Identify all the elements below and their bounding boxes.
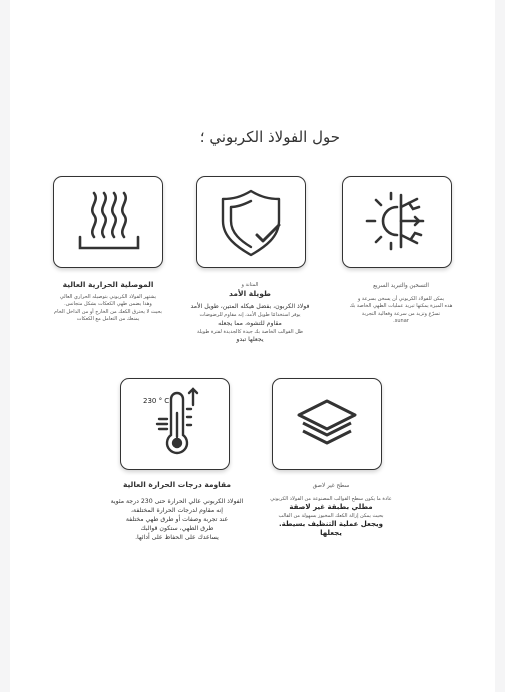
thermometer-icon — [121, 379, 229, 469]
layers-icon — [273, 379, 381, 469]
feature-text-fast-heating — [336, 282, 466, 325]
feature-text-conductivity — [46, 280, 170, 323]
page — [10, 0, 495, 692]
card-fast-heating — [342, 176, 452, 268]
card-heat-conductivity — [53, 176, 163, 268]
feature-line: فولاذ الكربون، بفضل هيكله المتين، طويل الأمد — [190, 303, 310, 311]
feature-heading: طويلة الأمد — [229, 289, 271, 299]
feature-line: ويجعل عملية التنظيف بسيطة. — [278, 520, 384, 529]
feature-line: يساعدك على الحفاظ على أدائها. — [135, 534, 219, 542]
feature-text-durability — [186, 282, 314, 345]
feature-text-high-temperature — [110, 480, 244, 543]
feature-line: ظل القوالب الخاصة بك جيدة كالجديدة لفترة طويلة — [197, 328, 303, 335]
feature-line: تسرّع وتزيد من سرعة وفعالية التجربة — [361, 310, 441, 317]
feature-line: يمنعك من التعامل مع الكعكات — [76, 315, 140, 322]
feature-pre-heading: المتانة و — [241, 282, 259, 288]
feature-line: sunar. — [393, 317, 409, 324]
feature-heading: مقاومة درجات الحرارة العالية — [122, 480, 232, 489]
feature-line: الفولاذ الكربوني عالي الحرارة حتى 230 درجة مئوية — [110, 498, 244, 506]
feature-line: عند تجربة وصفات أو طرق طهي مختلفة — [125, 516, 229, 524]
feature-line: بحيث يمكن إزالة الكعك المخبوز بسهولة من القالب — [278, 512, 384, 519]
card-non-stick — [272, 378, 382, 470]
heat-cold-icon — [343, 177, 451, 267]
feature-heading: التسخين والتبريد السريع — [373, 283, 429, 289]
feature-heading: الموصلية الحرارية العالية — [62, 280, 154, 289]
feature-line: هذه الميزة يمكنها تبريد عمليات الطهي الخاصة بك — [349, 303, 453, 310]
feature-line: بحيث لا يحترق الكعك من الخارج أو من الداخل الخام — [54, 308, 162, 315]
feature-line: عادة ما يكون سطح القوالب المصنوعة من الفولاذ الكربوني — [270, 496, 392, 503]
feature-line: يجعلها — [320, 529, 342, 538]
feature-line: إنه مقاوم لدرجات الحرارة المختلفة، — [131, 507, 223, 515]
feature-line: يجعلها تبدو — [236, 335, 264, 343]
feature-line: مقاوم للتشوه، مما يجعله — [218, 319, 282, 327]
feature-text-non-stick — [256, 482, 406, 539]
card-high-temperature — [120, 378, 230, 470]
feature-line: يمكن للفولاذ الكربوني أن يسخن بسرعة و — [357, 296, 445, 303]
card-durability — [196, 176, 306, 268]
feature-line: وهذا يضمن طهي الكعكات بشكل متجانس. — [64, 301, 152, 308]
shield-check-icon — [197, 177, 305, 267]
feature-line: مطلي بطبقة غير لاصقة — [289, 503, 373, 512]
feature-heading: سطح غير لاصق — [312, 483, 350, 489]
feature-line: يشتهر الفولاذ الكربوني بتوصيله الحراري العالي — [59, 294, 157, 301]
heat-waves-icon — [54, 177, 162, 267]
page-title: حول الفولاذ الكربوني ؛ — [199, 128, 340, 146]
temperature-label: 230 ° C — [143, 397, 170, 405]
feature-line: يوفر استخدامًا طويل الأمد، إنه مقاوم للرضوضات — [199, 312, 301, 319]
feature-line: طرق الطهي، ستكون قوالبك — [140, 525, 214, 533]
